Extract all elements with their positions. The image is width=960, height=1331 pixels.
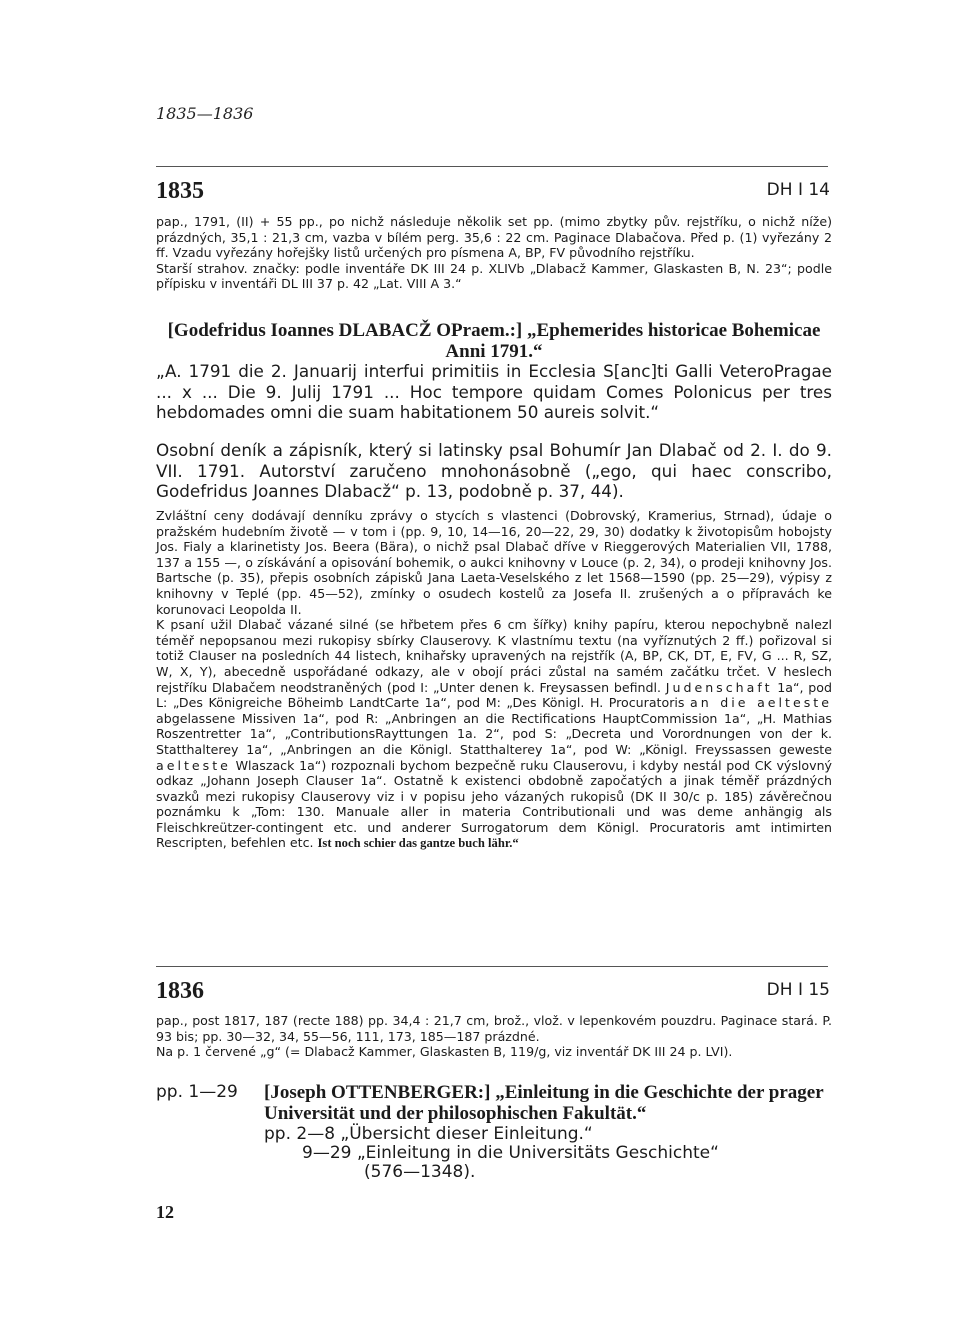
shelfmark: DH I 14 [766, 180, 830, 200]
page-range: pp. 1—29 [156, 1082, 238, 1102]
content-summary [156, 440, 832, 502]
page-number: 12 [156, 1202, 174, 1222]
spaced-text: Judenschaft [665, 679, 773, 695]
notes-text: abgelassene Missiven 1a“, pod R: „Anbringen an die Rectifications HauptCommission 1a“, „H. Mathias Roszentretter 1a“, „ContributionsRayttungen 1a. 2“, pod S: „Decreta und Vorordnungen von der k. Statthalterey 1a“, „Anbringen an die Königl. Statthalterey 1a“, pod W: „Königl. Freyssassen geweste [156, 710, 832, 757]
spaced-text: an die aelteste [690, 695, 832, 711]
description-paragraph: Na p. 1 červené „g“ (= Dlabacž Kammer, Glaskasten B, 119/g, viz inventář DK III 24 p. LVI). [156, 1044, 733, 1060]
section-rule [156, 966, 828, 967]
summary-text: Osobní deník a zápisník, který si latinsky psal Bohumír Jan Dlabač od 2. I. do 9. VII. 1791. Autorství zaručeno mnohonásobně („ego, qui haec conscribo, Godefridus Joannes Dlabacž“ p. 13, podobně p. 37, 44). [156, 440, 832, 501]
entry-heading [156, 178, 830, 208]
running-head: 1835—1836 [156, 104, 254, 123]
sub-entry: pp. 2—8 „Übersicht dieser Einleitung.“ [264, 1124, 593, 1144]
description-paragraph: pap., 1791, (II) + 55 pp., po nichž následuje několik set pp. (mimo zbytky pův. rejstříku, o nichž níže) prázdných, 35,1 : 21,3 cm, vazba v bílém perg. 35,6 : 22 cm. Paginace Dlabačova. Před p. (1) vyřezány 2 ff. Vzadu vyřezány hořejšky listů určených pro písmena A, BP, FV původního rejstříku. [156, 214, 832, 261]
description-paragraph: Starší strahov. značky: podle inventáře DK III 24 p. XLIVb „Dlabacž Kammer, Glaskasten B, N. 23“; podle přípisku v inventáři DL III 37 p. 42 „Lat. VIII A 3.“ [156, 260, 832, 292]
notes [156, 508, 832, 852]
notes-paragraph [156, 617, 832, 852]
shelfmark: DH I 15 [766, 980, 830, 1000]
entry-number: 1835 [156, 178, 204, 204]
work-title: [Godefridus Ioannes DLABACŽ OPraem.:] „Ephemerides historicae Bohemicae Anni 1791.“ [167, 320, 821, 362]
bold-quote: Ist noch schier das gantze buch lähr.“ [317, 836, 519, 851]
description-paragraph: pap., post 1817, 187 (recte 188) pp. 34,4 : 21,7 cm, brož., vlož. v lepenkovém pouzdru. Paginace stará. P. 93 bis; pp. 30—32, 34, 55—56, 111, 173, 185—187 prázdné. [156, 1013, 832, 1044]
spaced-text: aelteste [156, 757, 231, 773]
entry-number: 1836 [156, 978, 204, 1004]
entry-heading [156, 978, 830, 1008]
quote-text: „A. 1791 die 2. Januarij interfui primitiis in Ecclesia S[anc]ti Galli VeteroPragae ... x ... Die 9. Julij 1791 ... Hoc tempore quidam Comes Polonicus per tres hebdomades omni die suam habitationem 50 aureis solvit.“ [156, 361, 832, 422]
notes-text: Wlaszack 1a“) rozpoznali bychom bezpečně ruku Clauserovu, i kdyby nestál pod CK výslovný odkaz „Johann Joseph Clauser 1a“. Ostatně k existenci obdobně započatých a jinak téměř prázdných svazků mezi rukopisy Clauserovy viz i v popisu jeho vázaných rukopisů (DK II 30/c p. 185) závěrečnou poznámku k „Tom: 130. Manuale aller in materia Contributionali und was deme anhängig als Fleischkreützer-contingent etc. und anderer Surrogatorum dem Königl. Procuratoris amt intimirten Rescripten, befehlen etc. [156, 757, 832, 851]
notes-text: 1a“, pod L: „Des Königreiche Böheimb LandtCarte 1a“, pod M: „Des Königl. H. Procuratoris [156, 679, 832, 711]
section-rule [156, 166, 828, 167]
work-title: [Joseph OTTENBERGER:] „Einleitung in die Geschichte der prager Universität und der philosophischen Fakultät.“ [264, 1082, 824, 1124]
notes-paragraph: Zvláštní ceny dodávají denníku zprávy o stycích s vlastenci (Dobrovský, Kramerius, Strnad), údaje o pražském hudebním životě — v tom i (pp. 9, 10, 14—16, 20—22, 29, 30) dodatky k životopisům hobojsty Jos. Fialy a klarinetisty Jos. Beera (Bära), o nichž psal Dlabač dříve v Rieggerových Materialien VII, 1788, 137 a 155 —, o získávání a opisování bohemik, o aukci knihovny v Louce (p. 2, 34), o prodeji knihovny Jos. Bartsche (p. 35), přepis osobních zápisků Jana Laeta-Veselského z let 1568—1590 (pp. 25—29), výpisy z knihovny v Teplé (pp. 45—52), zmínky o osudech kostelů za Josefa II. zrušených a o přípravách ke korunovaci Leopolda II. [156, 508, 832, 617]
physical-description [156, 214, 832, 292]
sub-entry: (576—1348). [364, 1162, 476, 1182]
sub-entry: 9—29 „Einleitung in die Universitäts Geschichte“ [302, 1143, 719, 1163]
incipit-quote [156, 361, 832, 423]
physical-description [156, 1013, 832, 1060]
notes-text: K psaní užil Dlabač vázané silné (se hřbetem přes 6 cm šířky) knihy papíru, kterou nepochybně nalezl téměř nepopsanou mezi rukopisy sbírky Clauserovy. K vlastnímu textu (na vyříznutých 2 ff.) pořizoval si totiž Clauser na posledních 44 listech, knihařsky upravených na rejstřík (A, BP, CK, DT, E, FV, G ... R, SZ, W, X, Y), abecedně uspořádané odkazy, ale v obojí práci zůstal na samém začátku trčet. V heslech rejstříku Dlabačem neodstraněných (pod I: „Unter denen k. Freysassen befindl. [156, 617, 832, 695]
